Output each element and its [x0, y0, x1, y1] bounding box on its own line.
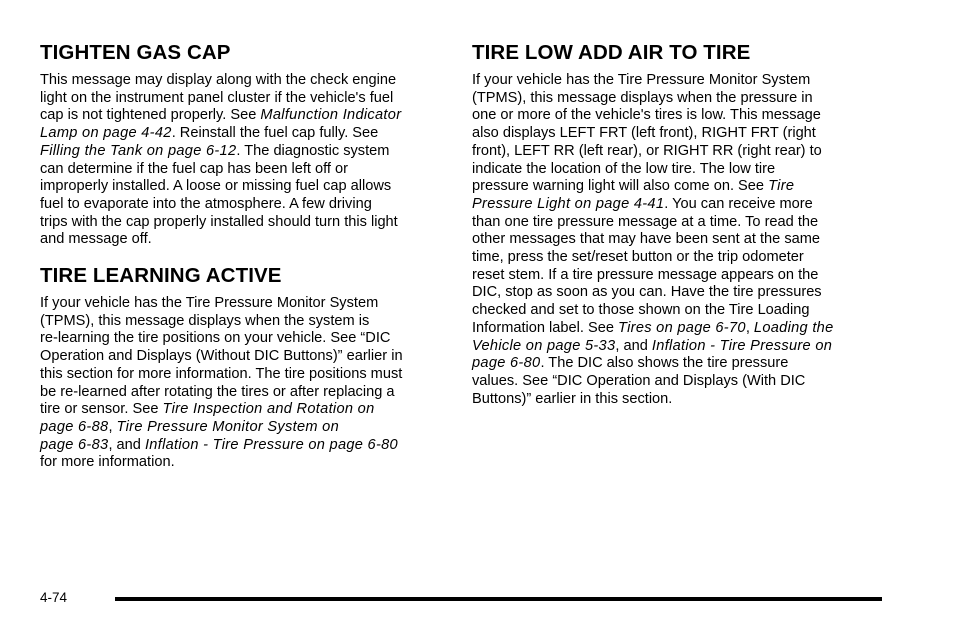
text-line: re-learning the tire positions on your vehicle. See “DIC: [40, 330, 391, 347]
text-line: tire or sensor. See Tire Inspection and Rotation on: [40, 401, 375, 418]
right-column: [472, 40, 877, 408]
text-line: reset stem. If a tire pressure message appears on the: [472, 266, 819, 283]
text-line: time, press the set/reset button or the trip odometer: [472, 249, 804, 266]
paragraph-tighten-gas-cap: [40, 72, 445, 249]
text-line: light on the instrument panel cluster if the vehicle's fuel: [40, 89, 394, 106]
text-line: this section for more information. The tire positions must: [40, 365, 403, 382]
text-line: trips with the cap properly installed should turn this light: [40, 213, 398, 230]
text-line: DIC, stop as soon as you can. Have the tire pressures: [472, 284, 822, 301]
text-line: Filling the Tank on page 6-12. The diagnostic system: [40, 142, 390, 159]
text-line: front), LEFT RR (left rear), or RIGHT RR (right rear) to: [472, 142, 822, 159]
text-line: Pressure Light on page 4-41. You can receive more: [472, 195, 813, 212]
left-column: [40, 40, 445, 472]
cross-reference: Malfunction Indicator: [260, 107, 402, 124]
text-line: If your vehicle has the Tire Pressure Monitor System: [472, 72, 811, 88]
text-line: Lamp on page 4-42. Reinstall the fuel cap fully. See: [40, 125, 379, 142]
text-line: values. See “DIC Operation and Displays (With DIC: [472, 372, 806, 389]
cross-reference: Tire Inspection and Rotation on: [162, 401, 375, 418]
text-line: fuel to evaporate into the atmosphere. A few driving: [40, 195, 372, 212]
text-line: also displays LEFT FRT (left front), RIGHT FRT (right: [472, 125, 816, 142]
text-line: improperly installed. A loose or missing fuel cap allows: [40, 178, 392, 195]
cross-reference: Pressure Light on page 4-41: [472, 195, 665, 212]
cross-reference: Lamp on page 4-42: [40, 125, 172, 142]
text-line: If your vehicle has the Tire Pressure Monitor System: [40, 295, 379, 312]
cross-reference: Vehicle on page 5-33: [472, 337, 616, 354]
text-line: indicate the location of the low tire. The low tire: [472, 160, 776, 177]
text-line: checked and set to those shown on the Tire Loading: [472, 302, 810, 319]
cross-reference: page 6-88: [40, 418, 109, 435]
cross-reference: page 6-83: [40, 436, 109, 453]
text-line: pressure warning light will also come on. See Tire: [472, 178, 795, 195]
text-line: This message may display along with the check engine: [40, 72, 397, 88]
paragraph-tire-low-add-air: [472, 72, 877, 408]
text-line: one or more of the vehicle's tires is low. This message: [472, 107, 821, 124]
footer-divider: [115, 597, 882, 601]
text-line: Vehicle on page 5-33, and Inflation - Tire Pressure on: [472, 337, 833, 354]
cross-reference: Inflation - Tire Pressure on page 6-80: [144, 436, 398, 453]
text-line: be re-learned after rotating the tires or after replacing a: [40, 383, 395, 400]
text-line: (TPMS), this message displays when the system is: [40, 312, 370, 329]
cross-reference: Tire: [768, 178, 795, 195]
text-line: (TPMS), this message displays when the pressure in: [472, 89, 813, 106]
cross-reference: Inflation - Tire Pressure on: [651, 337, 833, 354]
heading-tire-learning-active: TIRE LEARNING ACTIVE: [40, 264, 282, 288]
text-line: and message off.: [40, 231, 152, 248]
cross-reference: Tire Pressure Monitor System on: [116, 418, 340, 435]
text-line: can determine if the fuel cap has been left off or: [40, 160, 349, 177]
text-line: page 6-83, and Inflation - Tire Pressure on page 6-80: [40, 436, 398, 453]
cross-reference: Loading the: [753, 319, 834, 336]
cross-reference: Filling the Tank on page 6-12: [40, 142, 237, 159]
cross-reference: page 6-80: [472, 355, 541, 372]
page-number: 4-74: [40, 590, 68, 605]
heading-tire-low-add-air: TIRE LOW ADD AIR TO TIRE: [472, 41, 751, 64]
text-line: other messages that may have been sent at the same: [472, 231, 821, 248]
text-line: page 6-80. The DIC also shows the tire pressure: [472, 355, 789, 372]
cross-reference: Tires on page 6-70: [618, 319, 746, 336]
text-line: Buttons)” earlier in this section.: [472, 390, 673, 407]
paragraph-tire-learning-active: [40, 295, 445, 472]
text-line: for more information.: [40, 454, 175, 471]
text-line: page 6-88, Tire Pressure Monitor System on: [40, 418, 340, 435]
text-line: Information label. See Tires on page 6-70, Loading the: [472, 319, 834, 336]
text-line: Operation and Displays (Without DIC Buttons)” earlier in: [40, 348, 403, 365]
heading-tighten-gas-cap: TIGHTEN GAS CAP: [40, 41, 231, 64]
text-line: than one tire pressure message at a time. To read the: [472, 213, 819, 230]
text-line: cap is not tightened properly. See Malfunction Indicator: [40, 107, 402, 124]
